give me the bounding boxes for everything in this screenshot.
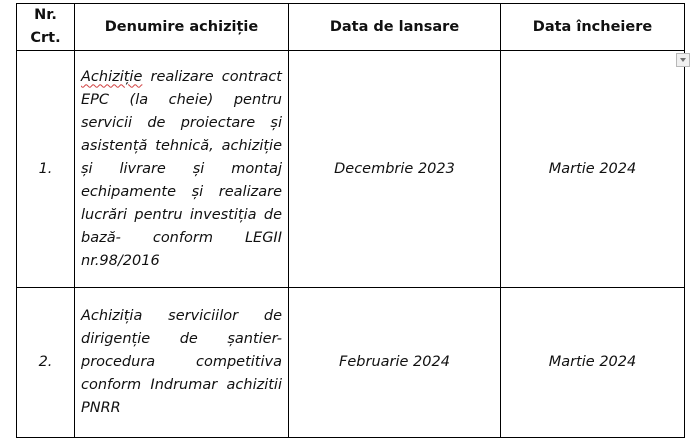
header-launch-date: Data de lansare [289,4,501,51]
row-description [75,51,289,288]
table-header-row [17,4,685,51]
row-number: 1. [17,51,75,288]
dropdown-arrow-icon[interactable] [676,53,690,67]
row-description: Achiziția serviciilor de dirigenție de șantier- procedura competitiva conform Indrumar achizitii PNRR [75,288,289,438]
row-launch-date: Februarie 2024 [289,288,501,438]
row-description-first-word: Achiziție [81,68,143,85]
header-name: Denumire achiziție [75,4,289,51]
header-end-date: Data încheiere [501,4,685,51]
table-row [17,288,685,438]
header-nr: Nr. Crt. [17,4,75,51]
row-launch-date: Decembrie 2023 [289,51,501,288]
row-number: 2. [17,288,75,438]
row-end-date[interactable]: Martie 2024 [501,51,685,288]
procurement-table [16,3,685,438]
table-row [17,51,685,288]
row-description-rest: realizare contract EPC (la cheie) pentru servicii de proiectare și asistență tehnică, achiziție și livrare și montaj echipamente și realizare lucrări pentru investiția de bază- conform LEGII nr.98/2016 [81,68,282,269]
row-end-date: Martie 2024 [501,288,685,438]
